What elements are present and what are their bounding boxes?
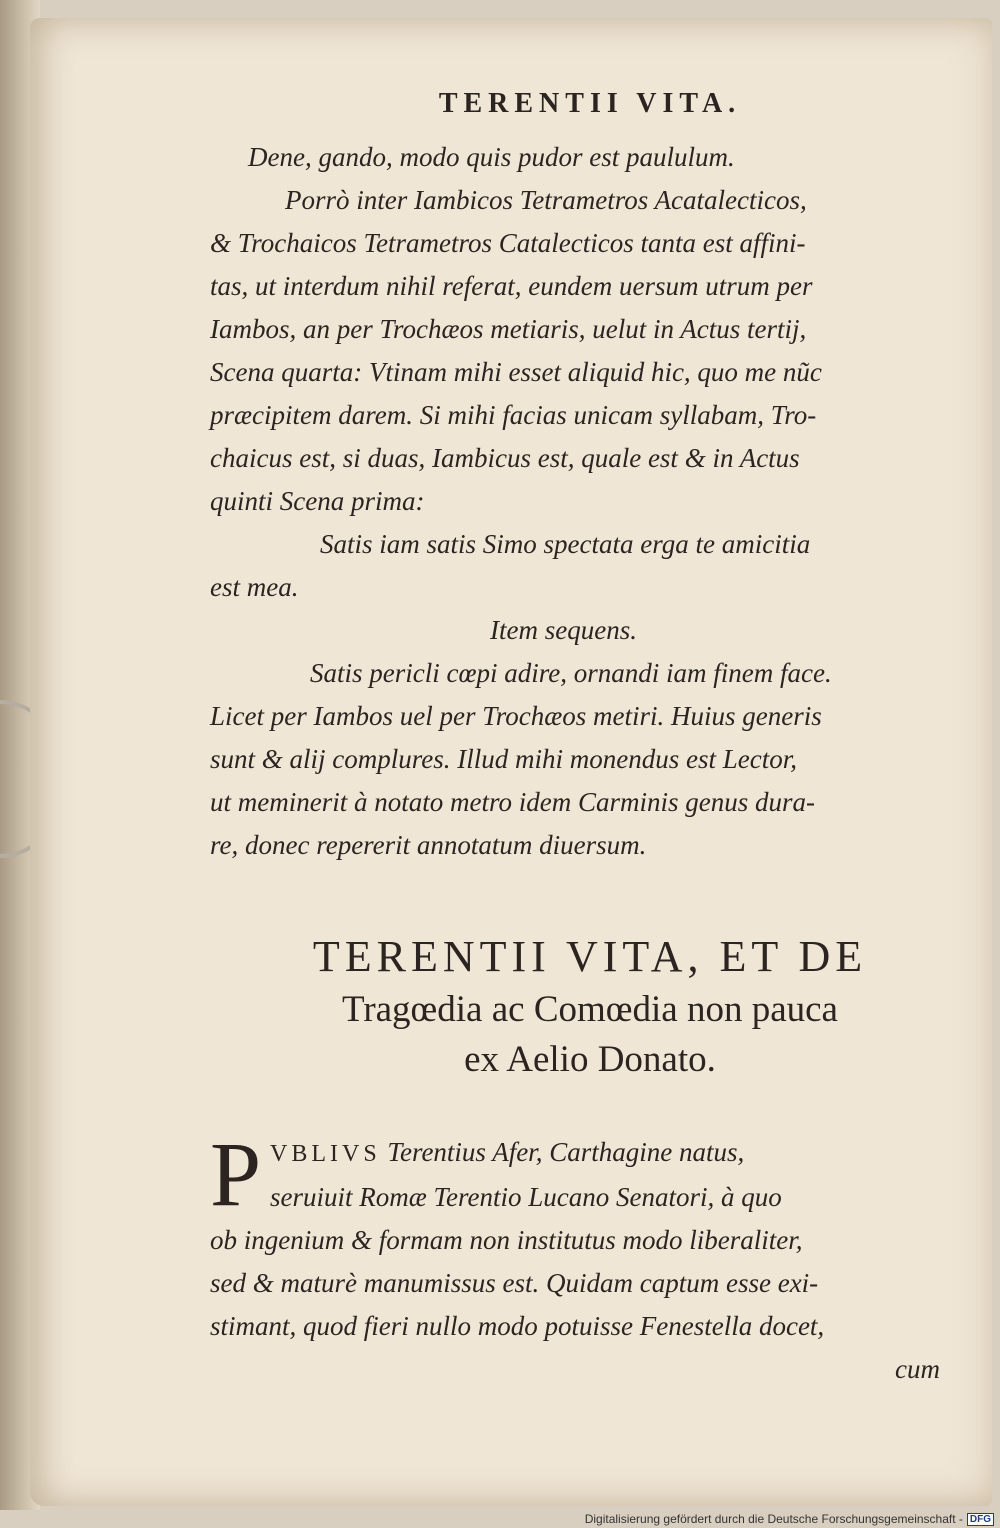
body-line: stimant, quod fieri nullo modo potuisse Fenestella docet, (210, 1311, 825, 1341)
body-line: seruiuit Romæ Terentio Lucano Senatori, à quo (270, 1182, 782, 1212)
body-line: & Trochaicos Tetrametros Catalecticos tanta est affini- (210, 228, 806, 258)
body-line: ob ingenium & formam non institutus modo liberaliter, (210, 1225, 803, 1255)
book-page (30, 18, 992, 1506)
footer-text: Digitalisierung gefördert durch die Deutsche Forschungsgemeinschaft - (584, 1512, 963, 1526)
body-line: Iambos, an per Trochæos metiaris, uelut in Actus tertij, (210, 314, 807, 344)
body-line: sunt & alij complures. Illud mihi monendus est Lector, (210, 744, 797, 774)
subheading: Item sequens. (490, 615, 637, 645)
digitization-footer (585, 1512, 994, 1526)
body-line: sed & maturè manumissus est. Quidam captum esse exi- (210, 1268, 819, 1298)
body-line (210, 1131, 970, 1176)
dfg-logo: DFG (967, 1513, 994, 1526)
text-block (210, 88, 970, 1391)
section-title-line-1: TERENTII VITA, ET DE (312, 932, 868, 981)
section-title (210, 929, 970, 1085)
body-line: Scena quarta: Vtinam mihi esset aliquid hic, quo me nũc (210, 357, 822, 387)
opening-line-text: Terentius Afer, Carthagine natus, (387, 1137, 745, 1167)
verse-line: Satis iam satis Simo spectata erga te amicitia (320, 529, 811, 559)
verse-line: Satis pericli cœpi adire, ornandi iam finem face. (310, 658, 832, 688)
body-line: re, donec repererit annotatum diuersum. (210, 830, 647, 860)
running-head: TERENTII VITA. (438, 88, 742, 119)
section-title-line-3: ex Aelio Donato. (464, 1039, 716, 1080)
body-line: tas, ut interdum nihil referat, eundem uersum utrum per (210, 271, 813, 301)
verse-line: est mea. (210, 572, 299, 602)
section-title-line-2: Tragœdia ac Comœdia non pauca (342, 989, 838, 1030)
drop-cap: P (210, 1123, 262, 1225)
catchword: cum (895, 1354, 940, 1384)
body-line: chaicus est, si duas, Iambicus est, quale est & in Actus (210, 443, 800, 473)
opening-word: VBLIVS (270, 1141, 381, 1167)
body-line: Dene, gando, modo quis pudor est paululum. (248, 142, 735, 172)
body-line: præcipitem darem. Si mihi facias unicam syllabam, Tro- (210, 400, 817, 430)
biography-paragraph (210, 1123, 970, 1391)
body-line: quinti Scena prima: (210, 486, 425, 516)
body-line: ut meminerit à notato metro idem Carminis genus dura- (210, 787, 815, 817)
body-line: Licet per Iambos uel per Trochæos metiri. Huius generis (210, 701, 822, 731)
body-line: Porrò inter Iambicos Tetrametros Acatalecticos, (285, 185, 807, 215)
